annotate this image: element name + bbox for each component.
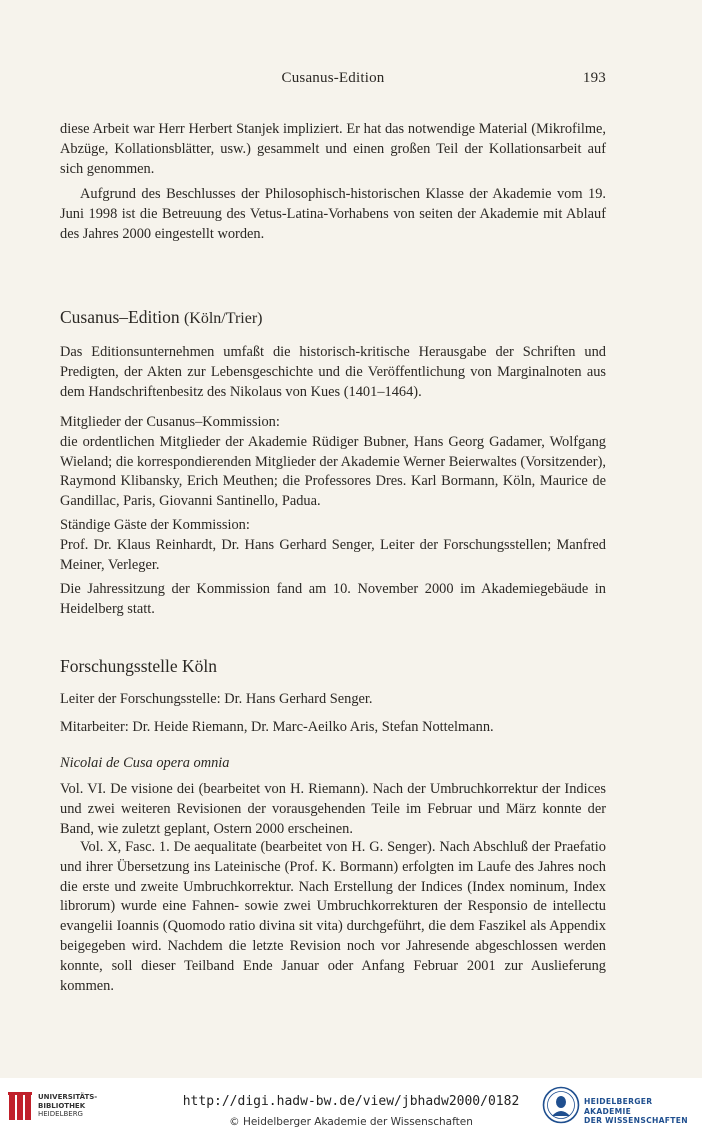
cusanus-description	[60, 343, 606, 402]
koeln-leader	[60, 690, 606, 710]
vol-10-entry	[60, 838, 606, 996]
ub-logo-line-2: BIBLIOTHEK	[38, 1101, 86, 1110]
page-number: 193	[582, 70, 606, 86]
cusanus-meeting	[60, 580, 606, 620]
section-heading-koeln: Forschungsstelle Köln	[60, 656, 218, 676]
cusanus-members	[60, 413, 606, 512]
running-head	[60, 70, 606, 90]
copyright-notice: © Heidelberger Akademie der Wissenschaften	[229, 1116, 473, 1128]
intro-paragraph-2	[60, 185, 606, 244]
academy-seal-icon	[542, 1086, 580, 1124]
hadw-logo-line-2: DER WISSENSCHAFTEN	[584, 1116, 688, 1125]
cusanus-description-text: Das Editionsunternehmen umfaßt die historisch-kritische Herausgabe der Schriften und Predigten, der Akten zur Lebensgeschichte und die Veröffentlichung von Marginalnoten aus dem Handschriftenbesitz des Nikolaus von Kues (1401–1464).	[60, 344, 606, 400]
members-label: Mitglieder der Cusanus–Kommission:	[60, 414, 280, 430]
intro-text-1: diese Arbeit war Herr Herbert Stanjek impliziert. Er hat das notwendige Material (Mikrofilme, Abzüge, Kollationsblätter, usw.) gesammelt und einen großen Teil der Kollationsarbeit auf sich genommen.	[60, 121, 606, 177]
vol-6-entry	[60, 780, 606, 839]
ub-logo-line-3: HEIDELBERG	[38, 1110, 83, 1118]
series-title	[60, 754, 606, 774]
hadw-logo[interactable]	[542, 1086, 698, 1126]
section-heading-cusanus	[60, 306, 262, 330]
ub-logo-line-1: UNIVERSITÄTS-	[38, 1093, 98, 1101]
series-title-text: Nicolai de Cusa opera omnia	[60, 755, 230, 771]
section-heading-cusanus-location: (Köln/Trier)	[183, 310, 263, 327]
intro-text-2: Aufgrund des Beschlusses der Philosophisch-historischen Klasse der Akademie vom 19. Juni 1998 ist die Betreuung des Vetus-Latina-Vorhabens von seiten der Akademie mit Ablauf des Jahres 2000 eingestellt worden.	[60, 186, 606, 242]
hadw-logo-text	[584, 1097, 698, 1126]
koeln-staff-text: Mitarbeiter: Dr. Heide Riemann, Dr. Marc-Aeilko Aris, Stefan Nottelmann.	[60, 719, 494, 735]
vol-10-text: Vol. X, Fasc. 1. De aequalitate (bearbeitet von H. G. Senger). Nach Abschluß der Praefatio und ihrer Übersetzung ins Lateinische (Prof. K. Bormann) erfolgten im Laufe des Jahres noch die erste und zweite Umbruchkorrektur. Nach Erstellung der Indices (Index nominum, Index librorum) wurde eine Fahnen- sowie zwei Umbruchkorrekturen der Responsio de intellectu evangelii Ioannis (Quomodo ratio divina sit vita) durchgeführt, die dem Faszikel als Appendix beigegeben wird. Nachdem die letzte Revision noch vor Jahresende abgeschlossen werden konnte, soll dieser Teilband Ende Januar oder Anfang Februar 2001 zur Auslieferung kommen.	[60, 839, 606, 994]
vol-6-text: Vol. VI. De visione dei (bearbeitet von H. Riemann). Nach der Umbruchkorrektur der Indices und zwei weiteren Revisionen der vorausgehenden Teile im Februar und März konnte der Band, wie zuletzt geplant, Ostern 2000 erscheinen.	[60, 781, 606, 837]
koeln-leader-text: Leiter der Forschungsstelle: Dr. Hans Gerhard Senger.	[60, 691, 373, 707]
meeting-text: Die Jahressitzung der Kommission fand am 10. November 2000 im Akademiegebäude in Heidelberg statt.	[60, 581, 606, 617]
section-heading-cusanus-title: Cusanus–Edition	[60, 307, 180, 327]
hadw-logo-line-1: HEIDELBERGER AKADEMIE	[584, 1097, 653, 1116]
guests-text: Prof. Dr. Klaus Reinhardt, Dr. Hans Gerhard Senger, Leiter der Forschungsstellen; Manfred Meiner, Verleger.	[60, 536, 606, 573]
viewer-footer	[0, 1078, 702, 1133]
koeln-staff	[60, 718, 606, 738]
members-text: die ordentlichen Mitglieder der Akademie Rüdiger Bubner, Hans Georg Gadamer, Wolfgang Wieland; die korrespondierenden Mitglieder der Akademie Werner Beierwaltes (Vorsitzender), Raymond Klibansky, Erich Meuthen; die Professores Dres. Karl Bormann, Köln, Maurice de Gandillac, Paris, Giovanni Santinello, Padua.	[60, 433, 606, 510]
permalink-url[interactable]: http://digi.hadw-bw.de/view/jbhadw2000/0182	[182, 1094, 520, 1109]
intro-paragraph-1	[60, 120, 606, 179]
guests-label: Ständige Gäste der Kommission:	[60, 517, 250, 533]
cusanus-guests	[60, 516, 606, 575]
running-head-title: Cusanus-Edition	[281, 70, 385, 86]
